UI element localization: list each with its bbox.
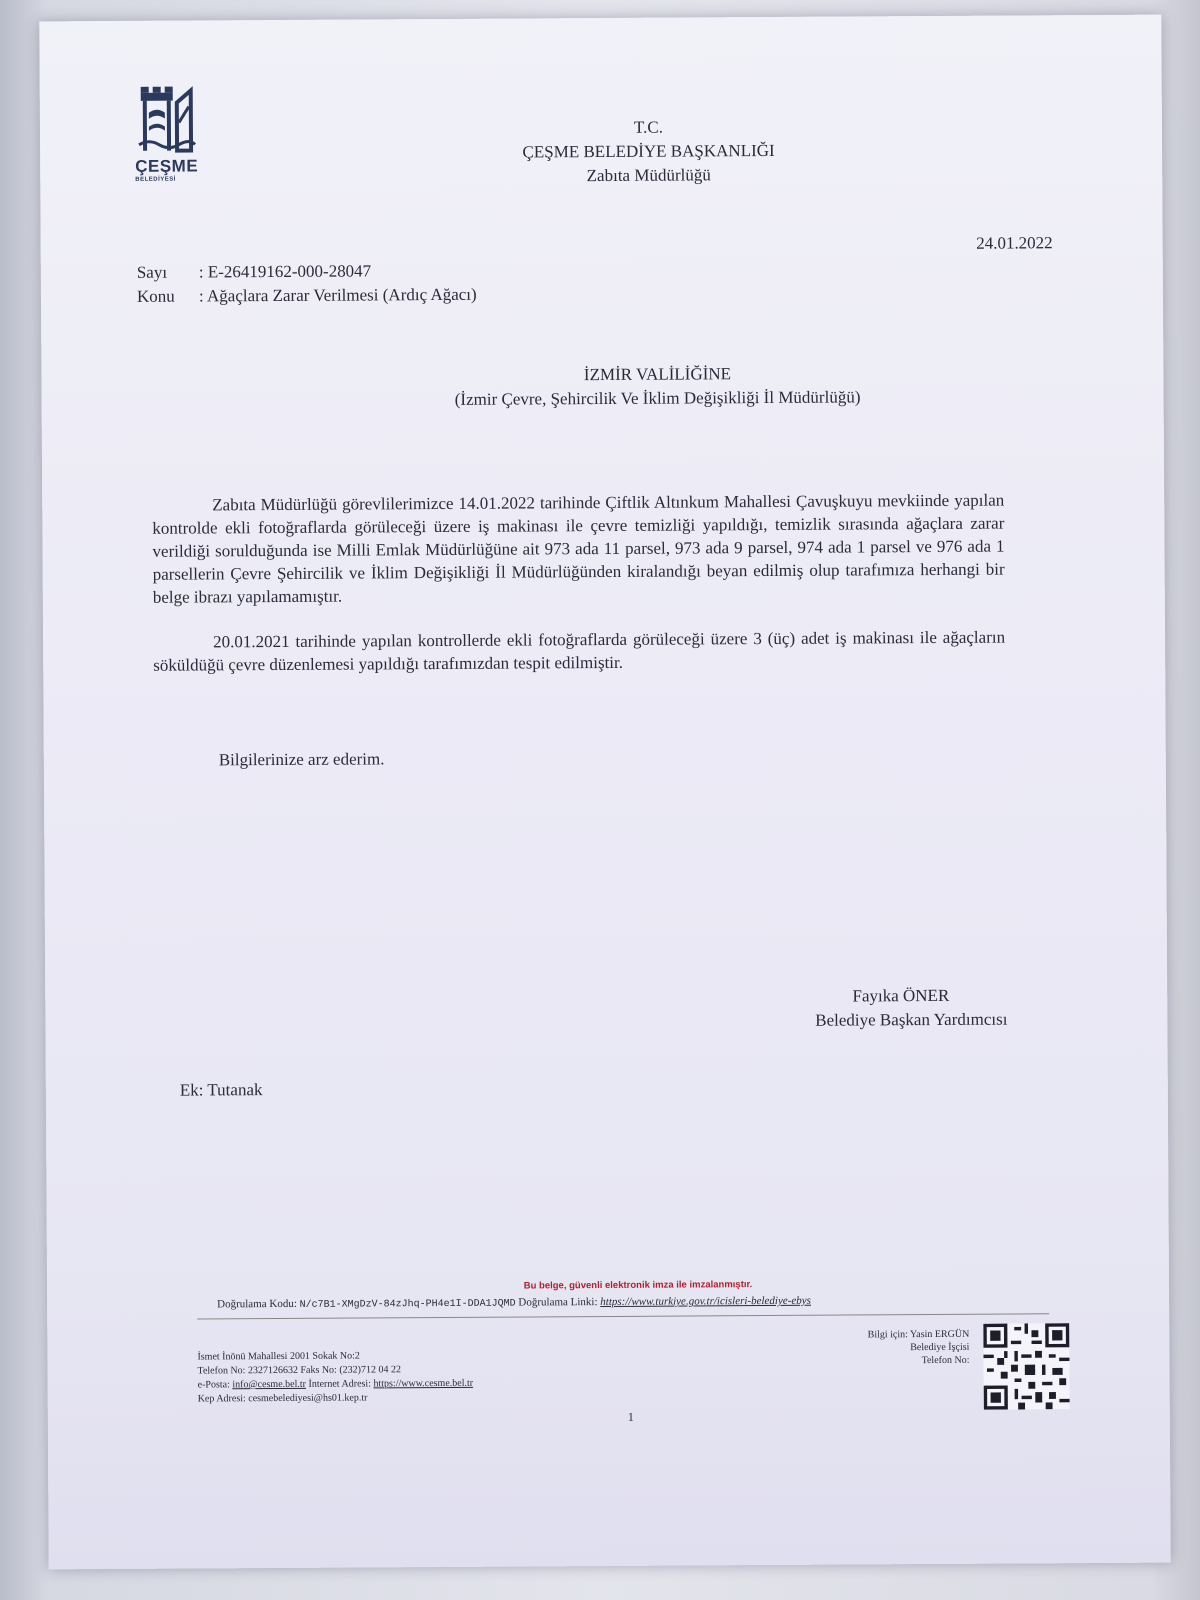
verify-link-label: Doğrulama Linki: (518, 1296, 598, 1309)
document-date: 24.01.2022 (976, 233, 1053, 253)
footer-divider (197, 1313, 1049, 1319)
page-number: 1 (627, 1409, 634, 1424)
closing-line: Bilgilerinize arz ederim. (218, 749, 385, 770)
letterhead (40, 113, 1162, 192)
signer-title: Belediye Başkan Yardımcısı (815, 1009, 1008, 1030)
attachment-note: Ek: Tutanak (179, 1080, 263, 1100)
verify-code: N/c7B1-XMgDzV-84zJhq-PH4e1I-DDA1JQMD (299, 1298, 516, 1311)
footer-street: İsmet İnönü Mahallesi 2001 Sokak No:2 (197, 1350, 360, 1363)
contact-info (868, 1328, 970, 1368)
contact-line-3: Telefon No: (921, 1354, 970, 1367)
letterhead-line-2: ÇEŞME BELEDİYE BAŞKANLIĞI (522, 140, 775, 162)
sayi-value: : E-26419162-000-28047 (198, 261, 372, 282)
contact-line-1: Bilgi için: Yasin ERGÜN (867, 1328, 970, 1341)
signer-name: Fayıka ÖNER (852, 985, 950, 1006)
addressee-line-2: (İzmir Çevre, Şehircilik Ve İklim Değişikliği İl Müdürlüğü) (454, 387, 861, 409)
addressee (41, 360, 1163, 415)
reference-block (137, 259, 477, 309)
konu-value: : Ağaçlara Zarar Verilmesi (Ardıç Ağacı) (198, 284, 477, 306)
contact-line-2: Belediye İşçisi (910, 1341, 970, 1354)
document-page (39, 15, 1170, 1570)
signature-block (815, 984, 1007, 1033)
body-paragraph-1: Zabıta Müdürlüğü görevlilerimizce 14.01.2022 tarihinde Çiftlik Altınkum Mahallesi Çavuşkuyu mevkiinde yapılan kontrolde ekli fotoğraflarda görüleceği üzere iş makinası ile çevre temizliği yapıldığı, temizlik sırasında ağaçlara zarar verildiği sorulduğunda ise Milli Emlak Müdürlüğüne ait 973 ada 11 parsel, 973 ada 9 parsel, 974 ada 1 parsel ve 976 ada 1 parsellerin Çevre Şehircilik ve İklim Değişikliği İl Müdürlüğünden kiralandığı beyan edilmiş olup tarafımıza herhangi bir belge ibrazı yapılamamıştır. (152, 490, 1005, 607)
footer-email-label: e-Posta: (197, 1379, 230, 1391)
verify-link[interactable]: https://www.turkiye.gov.tr/icisleri-belediye-ebys (600, 1294, 811, 1309)
sayi-label: Sayı (136, 262, 168, 282)
letterhead-line-1: T.C. (633, 117, 663, 137)
letter-body (152, 489, 1005, 699)
footer-web-label: İnternet Adresi: (308, 1378, 371, 1390)
body-paragraph-2: 20.01.2021 tarihinde yapılan kontrollerde ekli fotoğraflarda görüleceği üzere 3 (üç) adet iş makinası ile ağaçların söküldüğü çevre düzenlemesi yapıldığı tarafımızdan tespit edilmiştir. (153, 627, 1006, 675)
esign-notice: Bu belge, güvenli elektronik imza ile imzalanmıştır. (523, 1279, 753, 1292)
verify-code-label: Doğrulama Kodu: (217, 1297, 297, 1311)
footer-address (197, 1349, 473, 1407)
logo-subtitle: BELEDİYESİ (135, 176, 176, 183)
footer-kep: Kep Adresi: cesmebelediyesi@hs01.kep.tr (197, 1392, 368, 1405)
qr-code-icon (983, 1323, 1070, 1410)
footer-web-link[interactable]: https://www.cesme.bel.tr (373, 1377, 474, 1390)
konu-label: Konu (136, 286, 175, 306)
addressee-line-1: İZMİR VALİLİĞİNE (583, 364, 732, 385)
logo-name: ÇEŞME (135, 156, 199, 176)
footer-phone: Telefon No: 2327126632 Faks No: (232)712 04 22 (197, 1364, 402, 1377)
letterhead-line-3: Zabıta Müdürlüğü (586, 165, 711, 186)
verification-line (217, 1295, 811, 1312)
footer-email-link[interactable]: info@cesme.bel.tr (232, 1378, 307, 1391)
